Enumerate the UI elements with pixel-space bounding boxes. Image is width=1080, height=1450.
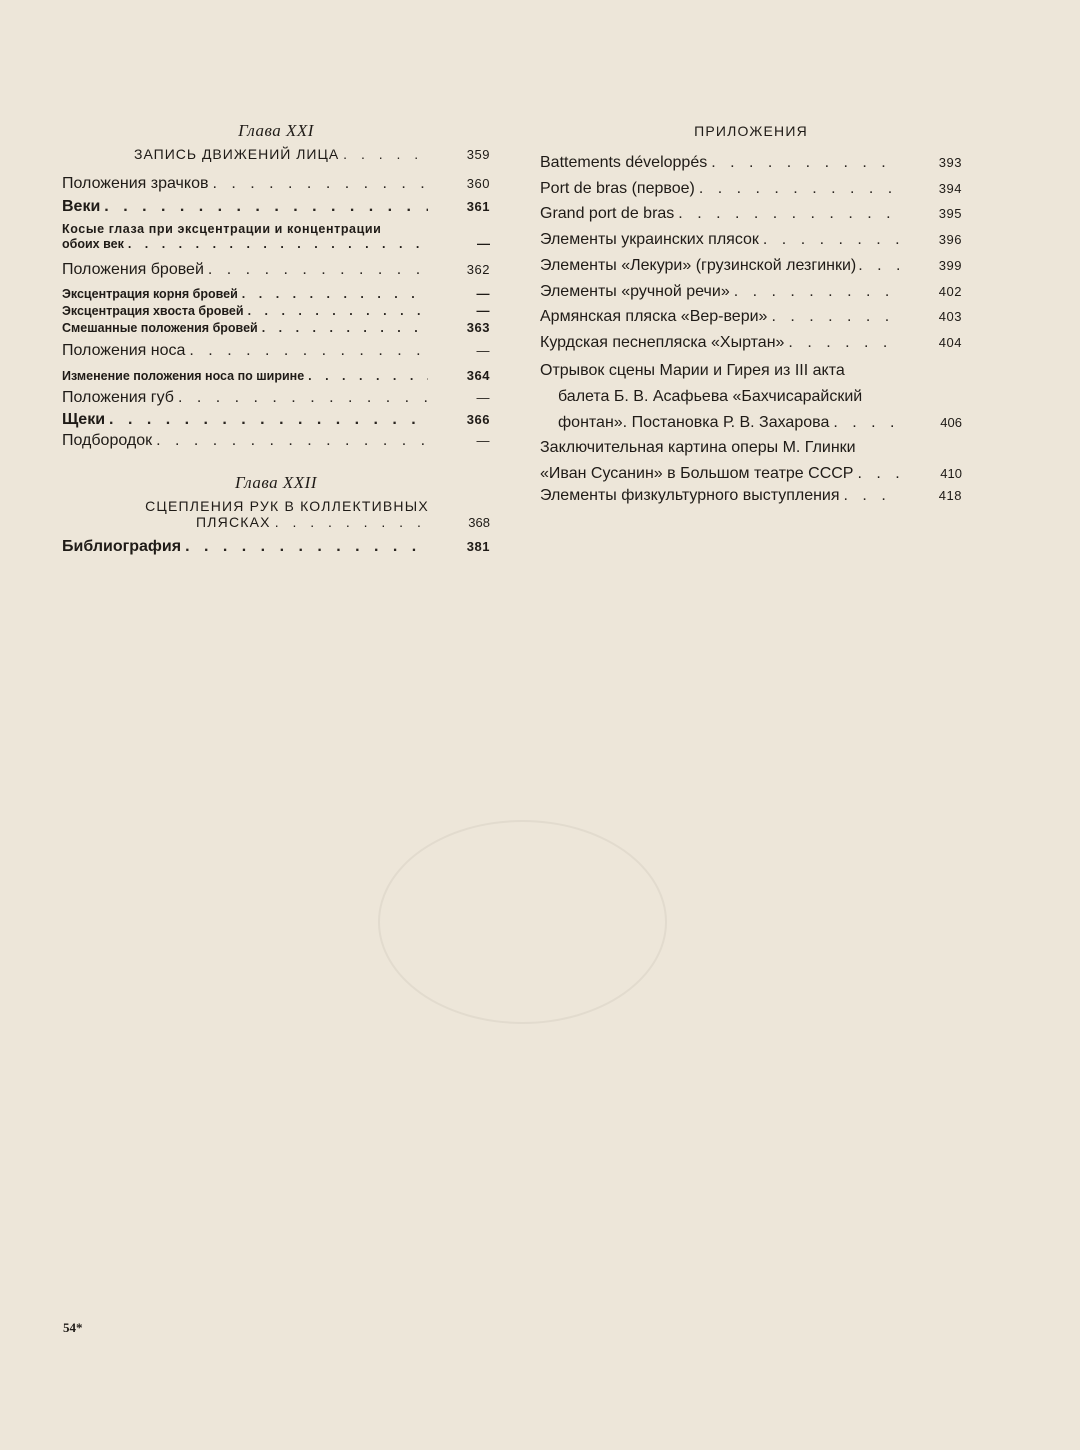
toc-entry-page: — <box>476 286 490 301</box>
toc-entry <box>62 198 490 216</box>
toc-entry-page: 362 <box>466 262 490 277</box>
leader-dots <box>788 334 900 352</box>
toc-entry-page: 393 <box>938 155 962 170</box>
leader-dots <box>109 411 428 429</box>
leader-dots <box>833 410 900 436</box>
toc-entry-lastline <box>540 410 962 436</box>
toc-entry <box>62 175 490 193</box>
chapter-22-heading-line: СЦЕПЛЕНИЯ РУК В КОЛЛЕКТИВНЫХ <box>145 498 429 514</box>
toc-entry <box>540 283 962 301</box>
leader-dots <box>734 283 900 301</box>
toc-entry-title: Положения губ <box>62 389 174 406</box>
toc-entry <box>540 334 962 352</box>
toc-entry-page: 364 <box>466 368 490 383</box>
toc-entry <box>540 308 962 326</box>
toc-entry-title: Положения зрачков <box>62 175 209 192</box>
toc-entry-title: Эксцентрация корня бровей <box>62 287 238 301</box>
toc-entry-title-line: «Иван Сусанин» в Большом театре СССР <box>540 465 854 482</box>
leader-dots <box>857 461 900 487</box>
toc-entry-lastline <box>540 461 962 487</box>
toc-entry <box>540 180 962 198</box>
toc-entry <box>62 261 490 279</box>
toc-entry-multiline <box>540 358 962 436</box>
toc-entry-title: Смешанные положения бровей <box>62 321 258 335</box>
faded-library-stamp <box>378 820 667 1024</box>
toc-entry-title-line: Отрывок сцены Марии и Гирея из III акта <box>540 362 845 379</box>
toc-entry <box>540 257 962 275</box>
leader-dots <box>262 321 428 335</box>
toc-entry-page: 404 <box>938 335 962 350</box>
toc-entry <box>540 487 962 505</box>
leader-dots <box>248 304 428 318</box>
toc-entry <box>62 368 490 383</box>
toc-entry-title-line: Заключительная картина оперы М. Глинки <box>540 439 856 456</box>
leader-dots <box>128 237 428 251</box>
toc-entry-title: Подбородок <box>62 432 153 449</box>
leader-dots <box>178 389 428 407</box>
toc-entry-page: — <box>476 433 490 448</box>
toc-entry-title: Элементы «Лекури» (грузинской лезгинки) <box>540 257 857 274</box>
leader-dots <box>104 198 428 216</box>
toc-entry <box>62 303 490 318</box>
toc-entry-page: — <box>476 303 490 318</box>
chapter-21-heading-title: ЗАПИСЬ ДВИЖЕНИЙ ЛИЦА <box>134 146 340 162</box>
toc-entry-multiline <box>540 435 962 487</box>
toc-entry-page: 394 <box>938 181 962 196</box>
leader-dots <box>711 154 900 172</box>
chapter-22-heading <box>84 498 490 530</box>
toc-entry-multiline <box>62 222 490 251</box>
leader-dots <box>699 180 900 198</box>
leader-dots <box>858 257 902 275</box>
leader-dots <box>242 287 428 301</box>
toc-entry-title: Grand port de bras <box>540 205 675 222</box>
leader-dots <box>185 538 428 556</box>
leader-dots <box>763 231 900 249</box>
toc-entry-title-line: фонтан». Постановка Р. В. Захарова <box>558 414 830 431</box>
toc-entry-title: Port de bras (первое) <box>540 180 695 197</box>
toc-entry-title: Положения бровей <box>62 261 204 278</box>
toc-entry-title: Щеки <box>62 411 106 428</box>
toc-entry-page: 360 <box>466 176 490 191</box>
toc-entry-page: 361 <box>466 199 490 214</box>
toc-entry <box>540 205 962 223</box>
toc-entry-page: 366 <box>466 412 490 427</box>
leader-dots <box>771 308 900 326</box>
toc-entry-title: Курдская песнепляска «Хыртан» <box>540 334 785 351</box>
chapter-22-label: Глава XXII <box>235 473 317 492</box>
toc-entry-page: 402 <box>938 284 962 299</box>
toc-entry <box>62 342 490 360</box>
toc-entry-page: — <box>477 236 490 251</box>
leader-dots <box>275 514 428 530</box>
toc-entry <box>62 432 490 450</box>
toc-entry-page: 381 <box>466 539 490 554</box>
leader-dots <box>678 205 900 223</box>
chapter-22-heading-lastline <box>84 514 490 530</box>
toc-entry-title: Элементы украинских плясок <box>540 231 759 248</box>
toc-entry-title: Изменение положения носа по ширине <box>62 369 305 383</box>
leader-dots <box>308 369 428 383</box>
toc-entry-page: 396 <box>938 232 962 247</box>
toc-entry-title: Веки <box>62 198 101 215</box>
toc-entry <box>62 320 490 335</box>
toc-entry-title-line: Косые глаза при эксцентрации и концентрации <box>62 222 382 236</box>
chapter-21-label: Глава XXI <box>238 121 314 140</box>
page-folio: 54* <box>63 1320 83 1335</box>
toc-entry-title: Положения носа <box>62 342 186 359</box>
toc-entry <box>540 154 962 172</box>
toc-entry-title: Battements développés <box>540 154 708 171</box>
toc-entry-bibliography <box>62 538 490 556</box>
toc-entry <box>540 231 962 249</box>
chapter-22-heading-line: ПЛЯСКАХ <box>196 514 271 530</box>
toc-entry <box>62 286 490 301</box>
toc-entry-page: — <box>476 343 490 358</box>
toc-entry-page: 406 <box>940 415 962 430</box>
toc-entry-title: Армянская пляска «Вер-вери» <box>540 308 768 325</box>
appendix-heading: ПРИЛОЖЕНИЯ <box>694 123 808 139</box>
toc-entry-page: 395 <box>938 206 962 221</box>
toc-entry-title-line: балета Б. В. Асафьева «Бахчисарайский <box>558 388 863 405</box>
leader-dots <box>212 175 428 193</box>
toc-entry-lastline <box>62 236 490 251</box>
toc-entry-title: Эксцентрация хвоста бровей <box>62 304 244 318</box>
toc-entry-page: 399 <box>938 258 962 273</box>
chapter-22-heading-page: 368 <box>468 515 490 530</box>
leader-dots <box>208 261 428 279</box>
leader-dots <box>844 487 900 505</box>
toc-entry-page: 418 <box>938 488 962 503</box>
toc-entry-title: Элементы физкультурного выступления <box>540 487 840 504</box>
toc-entry-title: Библиография <box>62 538 182 555</box>
leader-dots <box>189 342 428 360</box>
toc-entry-page: 410 <box>940 466 962 481</box>
toc-entry-title-line: обоих век <box>62 237 124 251</box>
chapter-21-heading <box>134 146 490 162</box>
toc-entry <box>62 389 490 407</box>
leader-dots <box>156 432 428 450</box>
leader-dots <box>343 146 428 162</box>
toc-entry-page: — <box>476 390 490 405</box>
toc-entry-page: 403 <box>938 309 962 324</box>
toc-entry <box>62 411 490 429</box>
chapter-21-heading-page: 359 <box>466 147 490 162</box>
toc-entry-title: Элементы «ручной речи» <box>540 283 730 300</box>
toc-entry-page: 363 <box>466 320 490 335</box>
